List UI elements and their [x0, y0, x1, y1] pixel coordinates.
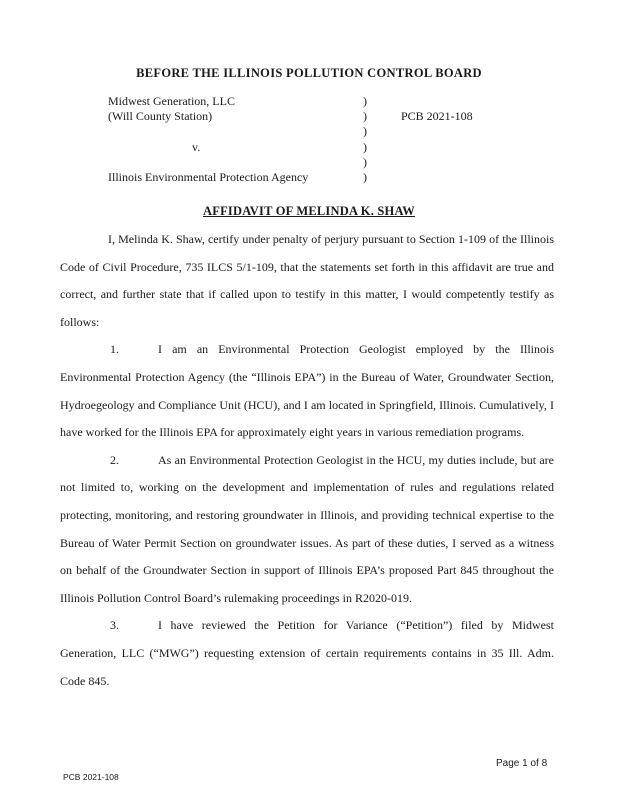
caption-paren: )	[363, 124, 367, 139]
numbered-paragraph	[60, 336, 554, 446]
footer-case-number: PCB 2021-108	[63, 772, 119, 782]
caption-paren: )	[363, 139, 367, 154]
numbered-paragraph	[60, 447, 554, 613]
paragraph-number: 1.	[110, 342, 119, 357]
caption-paren: )	[363, 154, 367, 169]
petitioner-station: (Will County Station)	[108, 109, 213, 124]
paragraph-number: 3.	[110, 618, 119, 633]
case-caption	[108, 94, 528, 185]
versus-label: v.	[192, 139, 201, 154]
case-number: PCB 2021-108	[401, 109, 473, 124]
paragraph-text: I have reviewed the Petition for Variance (“Petition”) filed by Midwest Generation, LLC (“MWG”) requesting extension of certain requirements contains in 35 Ill. Adm. Code 845.	[60, 618, 554, 688]
paragraph-number: 2.	[110, 452, 119, 467]
paragraph-text: As an Environmental Protection Geologist in the HCU, my duties include, but are not limited to, working on the development and implementation of rules and regulations related protecting, monitoring, and restoring groundwater in Illinois, and providing technical expertise to the Bureau of Water Permit Section on groundwater issues. As part of these duties, I served as a witness on behalf of the Groundwater Section in support of Illinois EPA’s proposed Part 845 throughout the Illinois Pollution Control Board’s rulemaking proceedings in R2020-019.	[60, 452, 554, 605]
numbered-paragraph	[60, 612, 554, 695]
affidavit-body	[60, 226, 554, 695]
paragraph-text: I am an Environmental Protection Geologist employed by the Illinois Environmental Protection Agency (the “Illinois EPA”) in the Bureau of Water, Groundwater Section, Hydroegeology and Compliance Unit (HCU), and I am located in Springfield, Illinois. Cumulatively, I have worked for the Illinois EPA for approximately eight years in various remediation programs.	[60, 342, 554, 440]
page-indicator: Page 1 of 8	[496, 758, 548, 769]
affidavit-heading: AFFIDAVIT OF MELINDA K. SHAW	[203, 204, 415, 218]
caption-paren: )	[363, 94, 367, 108]
board-title: BEFORE THE ILLINOIS POLLUTION CONTROL BOARD	[136, 66, 482, 80]
intro-paragraph: I, Melinda K. Shaw, certify under penalty of perjury pursuant to Section 1-109 of the Illinois Code of Civil Procedure, 735 ILCS 5/1-109, that the statements set forth in this affidavit are true and correct, and further state that if called upon to testify in this matter, I would competently testify as follows:	[60, 232, 554, 329]
caption-paren: )	[363, 169, 367, 184]
caption-paren: )	[363, 109, 367, 124]
respondent-name: Illinois Environmental Protection Agency	[108, 169, 309, 184]
petitioner-name: Midwest Generation, LLC	[108, 94, 235, 108]
